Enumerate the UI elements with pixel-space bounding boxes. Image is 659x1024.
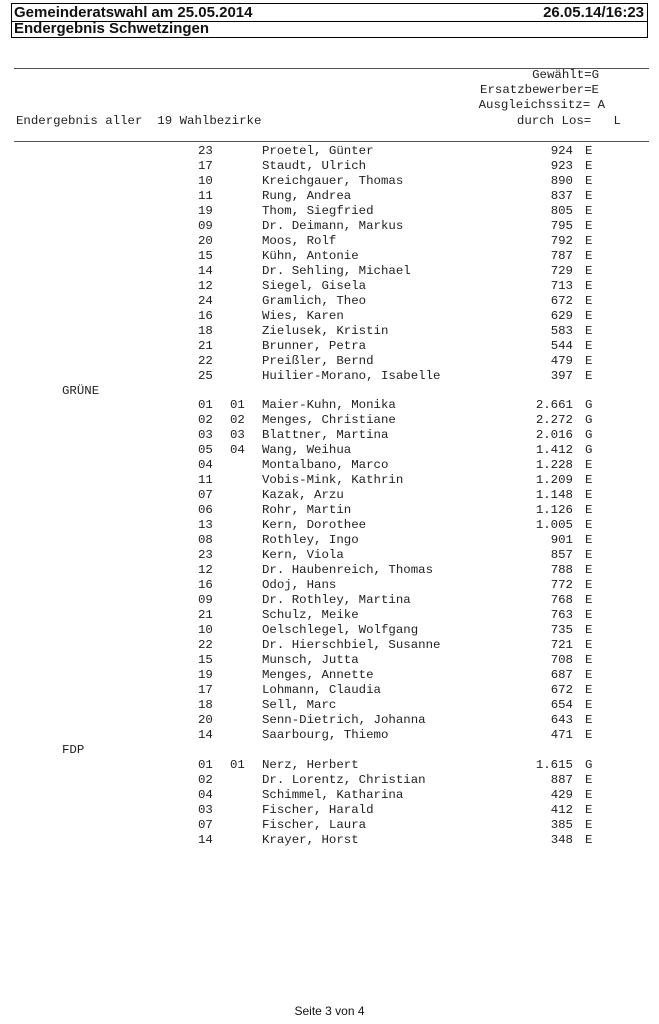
vote-count: 795: [550, 219, 573, 233]
vote-count: 787: [550, 249, 573, 263]
candidate-name: Dr. Lorentz, Christian: [262, 773, 426, 787]
candidate-row: [0, 833, 659, 848]
list-number: 12: [198, 279, 213, 293]
list-number: 05: [198, 443, 213, 457]
status-code: G: [585, 428, 593, 442]
status-code: E: [585, 488, 593, 502]
vote-count: 887: [550, 773, 573, 787]
summary-label: Endergebnis aller 19 Wahlbezirke: [16, 114, 262, 128]
candidate-name: Kühn, Antonie: [262, 249, 359, 263]
candidate-name: Kreichgauer, Thomas: [262, 174, 404, 188]
candidate-row: [0, 488, 659, 503]
candidate-name: Dr. Sehling, Michael: [262, 264, 411, 278]
candidate-row: [0, 309, 659, 324]
status-code: E: [585, 833, 593, 847]
candidate-row: [0, 623, 659, 638]
list-number: 14: [198, 833, 213, 847]
candidate-row: [0, 428, 659, 443]
vote-count: 583: [550, 324, 573, 338]
list-number: 11: [198, 189, 213, 203]
status-code: E: [585, 174, 593, 188]
candidate-name: Schimmel, Katharina: [262, 788, 404, 802]
list-number: 22: [198, 354, 213, 368]
list-number: 02: [198, 413, 213, 427]
header-subtitle-box: [11, 20, 648, 38]
candidate-name: Proetel, Günter: [262, 144, 374, 158]
vote-count: 924: [550, 144, 573, 158]
vote-count: 1.148: [535, 488, 573, 502]
list-number: 20: [198, 234, 213, 248]
status-code: E: [585, 473, 593, 487]
list-number: 20: [198, 713, 213, 727]
candidate-name: Montalbano, Marco: [262, 458, 389, 472]
status-code: E: [585, 668, 593, 682]
list-number: 16: [198, 309, 213, 323]
status-code: E: [585, 563, 593, 577]
candidate-name: Kern, Viola: [262, 548, 344, 562]
candidate-row: [0, 398, 659, 413]
status-code: E: [585, 294, 593, 308]
status-code: E: [585, 683, 593, 697]
candidate-name: Maier-Kuhn, Monika: [262, 398, 396, 412]
vote-count: 687: [550, 668, 573, 682]
candidate-name: Vobis-Mink, Kathrin: [262, 473, 404, 487]
list-number: 19: [198, 668, 213, 682]
status-code: E: [585, 234, 593, 248]
candidate-row: [0, 638, 659, 653]
candidate-row: [0, 773, 659, 788]
status-code: E: [585, 803, 593, 817]
vote-count: 763: [550, 608, 573, 622]
status-code: E: [585, 159, 593, 173]
candidate-name: Nerz, Herbert: [262, 758, 359, 772]
candidate-row: [0, 204, 659, 219]
list-number: 01: [198, 758, 213, 772]
candidate-name: Moos, Rolf: [262, 234, 337, 248]
vote-count: 708: [550, 653, 573, 667]
list-number: 06: [198, 503, 213, 517]
report-datetime: 26.05.14/16:23: [543, 4, 644, 21]
vote-count: 2.016: [535, 428, 573, 442]
vote-count: 1.005: [535, 518, 573, 532]
status-code: E: [585, 503, 593, 517]
candidate-row: [0, 668, 659, 683]
vote-count: 672: [550, 683, 573, 697]
status-code: E: [585, 324, 593, 338]
status-code: E: [585, 279, 593, 293]
legend-by-lot: durch Los= L: [516, 114, 621, 128]
status-code: E: [585, 788, 593, 802]
vote-count: 385: [550, 818, 573, 832]
candidate-name: Kern, Dorothee: [262, 518, 367, 532]
candidate-name: Huilier-Morano, Isabelle: [262, 369, 441, 383]
list-number: 16: [198, 578, 213, 592]
legend-substitute: Ersatzbewerber=E: [480, 83, 599, 97]
status-code: E: [585, 354, 593, 368]
status-code: E: [585, 623, 593, 637]
candidate-name: Kazak, Arzu: [262, 488, 344, 502]
candidate-row: [0, 788, 659, 803]
list-number: 21: [198, 339, 213, 353]
status-code: E: [585, 818, 593, 832]
vote-count: 672: [550, 294, 573, 308]
candidate-name: Rung, Andrea: [262, 189, 352, 203]
vote-count: 654: [550, 698, 573, 712]
vote-count: 735: [550, 623, 573, 637]
candidate-name: Saarbourg, Thiemo: [262, 728, 389, 742]
candidate-row: [0, 533, 659, 548]
seat-number: 03: [230, 428, 245, 442]
candidate-row: [0, 758, 659, 773]
vote-count: 643: [550, 713, 573, 727]
status-code: G: [585, 758, 593, 772]
candidate-name: Brunner, Petra: [262, 339, 367, 353]
status-code: G: [585, 443, 593, 457]
status-code: E: [585, 518, 593, 532]
candidate-name: Dr. Hierschbiel, Susanne: [262, 638, 441, 652]
candidate-name: Gramlich, Theo: [262, 294, 367, 308]
status-code: E: [585, 773, 593, 787]
status-code: E: [585, 698, 593, 712]
candidate-name: Menges, Annette: [262, 668, 374, 682]
status-code: E: [585, 144, 593, 158]
vote-count: 857: [550, 548, 573, 562]
status-code: G: [585, 398, 593, 412]
candidate-row: [0, 443, 659, 458]
list-number: 15: [198, 653, 213, 667]
vote-count: 923: [550, 159, 573, 173]
list-number: 23: [198, 144, 213, 158]
status-code: E: [585, 533, 593, 547]
candidate-row: [0, 249, 659, 264]
candidate-row: [0, 608, 659, 623]
candidate-name: Siegel, Gisela: [262, 279, 367, 293]
list-number: 01: [198, 398, 213, 412]
vote-count: 721: [550, 638, 573, 652]
candidate-row: [0, 264, 659, 279]
candidate-name: Odoj, Hans: [262, 578, 337, 592]
candidate-row: [0, 473, 659, 488]
candidate-row: [0, 413, 659, 428]
seat-number: 01: [230, 758, 245, 772]
list-number: 21: [198, 608, 213, 622]
legend-compensation-seat: Ausgleichssitz= A: [478, 98, 605, 112]
candidate-name: Dr. Deimann, Markus: [262, 219, 404, 233]
candidate-name: Fischer, Laura: [262, 818, 367, 832]
vote-count: 2.661: [535, 398, 573, 412]
list-number: 10: [198, 174, 213, 188]
status-code: E: [585, 593, 593, 607]
candidate-row: [0, 144, 659, 159]
status-code: E: [585, 339, 593, 353]
vote-count: 429: [550, 788, 573, 802]
candidate-row: [0, 189, 659, 204]
list-number: 22: [198, 638, 213, 652]
list-number: 09: [198, 593, 213, 607]
vote-count: 729: [550, 264, 573, 278]
report-title: Gemeinderatswahl am 25.05.2014: [14, 4, 253, 21]
status-code: E: [585, 219, 593, 233]
candidate-name: Wies, Karen: [262, 309, 344, 323]
candidate-row: [0, 818, 659, 833]
list-number: 04: [198, 458, 213, 472]
list-number: 14: [198, 264, 213, 278]
vote-count: 479: [550, 354, 573, 368]
candidate-row: [0, 803, 659, 818]
candidate-row: [0, 578, 659, 593]
candidate-row: [0, 159, 659, 174]
candidate-name: Preißler, Bernd: [262, 354, 374, 368]
candidate-row: [0, 593, 659, 608]
candidate-name: Senn-Dietrich, Johanna: [262, 713, 426, 727]
vote-count: 1.209: [535, 473, 573, 487]
candidate-row: [0, 503, 659, 518]
report-subtitle: Endergebnis Schwetzingen: [14, 20, 210, 37]
status-code: G: [585, 413, 593, 427]
vote-count: 1.228: [535, 458, 573, 472]
vote-count: 1.126: [535, 503, 573, 517]
status-code: E: [585, 369, 593, 383]
list-number: 12: [198, 563, 213, 577]
candidate-row: [0, 174, 659, 189]
header-divider: [14, 141, 649, 142]
status-code: E: [585, 548, 593, 562]
candidate-row: [0, 339, 659, 354]
vote-count: 544: [550, 339, 573, 353]
status-code: E: [585, 653, 593, 667]
candidate-row: [0, 698, 659, 713]
candidate-name: Dr. Rothley, Martina: [262, 593, 411, 607]
candidate-name: Thom, Siegfried: [262, 204, 374, 218]
candidate-row: [0, 683, 659, 698]
candidate-name: Menges, Christiane: [262, 413, 396, 427]
list-number: 03: [198, 803, 213, 817]
list-number: 24: [198, 294, 213, 308]
list-number: 03: [198, 428, 213, 442]
status-code: E: [585, 309, 593, 323]
candidate-name: Rothley, Ingo: [262, 533, 359, 547]
candidate-row: [0, 234, 659, 249]
candidate-row: [0, 653, 659, 668]
vote-count: 713: [550, 279, 573, 293]
list-number: 23: [198, 548, 213, 562]
list-number: 07: [198, 488, 213, 502]
vote-count: 348: [550, 833, 573, 847]
list-number: 09: [198, 219, 213, 233]
list-number: 13: [198, 518, 213, 532]
list-number: 17: [198, 159, 213, 173]
candidate-name: Oelschlegel, Wolfgang: [262, 623, 419, 637]
vote-count: 412: [550, 803, 573, 817]
vote-count: 901: [550, 533, 573, 547]
list-number: 18: [198, 324, 213, 338]
candidate-name: Wang, Weihua: [262, 443, 352, 457]
party-heading: FDP: [62, 743, 85, 757]
candidate-row: [0, 369, 659, 384]
vote-count: 772: [550, 578, 573, 592]
candidate-name: Blattner, Martina: [262, 428, 389, 442]
list-number: 18: [198, 698, 213, 712]
vote-count: 768: [550, 593, 573, 607]
list-number: 04: [198, 788, 213, 802]
vote-count: 471: [550, 728, 573, 742]
list-number: 02: [198, 773, 213, 787]
candidate-name: Dr. Haubenreich, Thomas: [262, 563, 434, 577]
vote-count: 890: [550, 174, 573, 188]
candidate-name: Lohmann, Claudia: [262, 683, 381, 697]
vote-count: 629: [550, 309, 573, 323]
list-number: 07: [198, 818, 213, 832]
candidate-row: [0, 728, 659, 743]
status-code: E: [585, 189, 593, 203]
vote-count: 1.615: [535, 758, 573, 772]
list-number: 17: [198, 683, 213, 697]
candidate-row: [0, 458, 659, 473]
list-number: 25: [198, 369, 213, 383]
status-code: E: [585, 638, 593, 652]
seat-number: 02: [230, 413, 245, 427]
vote-count: 837: [550, 189, 573, 203]
candidate-row: [0, 354, 659, 369]
list-number: 10: [198, 623, 213, 637]
legend-elected: Gewählt=G: [532, 68, 599, 82]
party-heading: GRÜNE: [62, 384, 100, 398]
list-number: 08: [198, 533, 213, 547]
status-code: E: [585, 458, 593, 472]
list-number: 14: [198, 728, 213, 742]
status-code: E: [585, 608, 593, 622]
status-code: E: [585, 578, 593, 592]
candidate-name: Rohr, Martin: [262, 503, 352, 517]
vote-count: 788: [550, 563, 573, 577]
candidate-name: Staudt, Ulrich: [262, 159, 367, 173]
candidate-name: Krayer, Horst: [262, 833, 359, 847]
vote-count: 2.272: [535, 413, 573, 427]
candidate-row: [0, 518, 659, 533]
status-code: E: [585, 264, 593, 278]
candidate-row: [0, 219, 659, 234]
vote-count: 397: [550, 369, 573, 383]
candidate-name: Sell, Marc: [262, 698, 337, 712]
candidate-row: [0, 563, 659, 578]
candidate-row: [0, 294, 659, 309]
candidate-row: [0, 279, 659, 294]
candidate-row: [0, 713, 659, 728]
candidate-name: Munsch, Jutta: [262, 653, 359, 667]
status-code: E: [585, 713, 593, 727]
status-code: E: [585, 728, 593, 742]
candidate-row: [0, 324, 659, 339]
seat-number: 04: [230, 443, 245, 457]
status-code: E: [585, 204, 593, 218]
list-number: 11: [198, 473, 213, 487]
seat-number: 01: [230, 398, 245, 412]
candidate-name: Fischer, Harald: [262, 803, 374, 817]
page-footer: Seite 3 von 4: [294, 1004, 365, 1018]
status-code: E: [585, 249, 593, 263]
candidate-row: [0, 548, 659, 563]
vote-count: 1.412: [535, 443, 573, 457]
list-number: 15: [198, 249, 213, 263]
candidate-name: Zielusek, Kristin: [262, 324, 389, 338]
vote-count: 792: [550, 234, 573, 248]
list-number: 19: [198, 204, 213, 218]
vote-count: 805: [550, 204, 573, 218]
candidate-name: Schulz, Meike: [262, 608, 359, 622]
